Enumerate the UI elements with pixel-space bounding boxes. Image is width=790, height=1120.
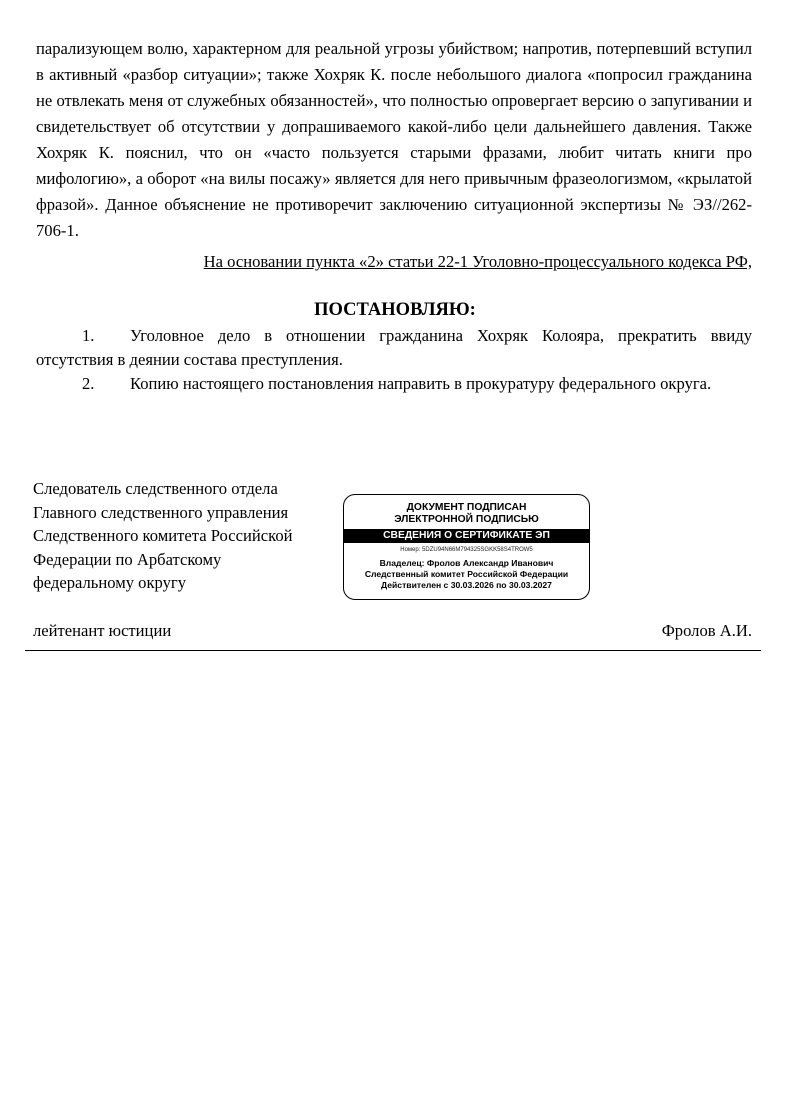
certificate-organization: Следственный комитет Российской Федерации	[364, 569, 569, 579]
body-paragraph: парализующем волю, характерном для реальной угрозы убийством; напротив, потерпевший вступил в активный «разбор ситуации»; также Хохряк К. после небольшого диалога «попросил гражданина не отвлекать меня от служебных обязанностей», что полностью опровергает версию о запугивании и свидетельствует об отсутствии у допрашиваемого какой-либо цели дальнейшего давления. Также Хохряк К. пояснил, что он «часто пользуется старыми фразами, любит читать книги про мифологию», а оборот «на вилы посажу» является для него привычным фразеологизмом, «крылатой фразой». Данное объяснение не противоречит заключению ситуационной экспертизы № ЭЗ//262-706-1.	[36, 39, 752, 240]
certificate-details	[344, 558, 589, 591]
decree-item-1	[36, 324, 752, 372]
signer-position-line: Следственного комитета Российской	[33, 526, 293, 545]
certificate-owner: Владелец: Фролов Александр Иванович	[379, 558, 554, 568]
electronic-signature-stamp	[343, 494, 590, 600]
decree-item-2	[36, 372, 752, 396]
signer-position	[33, 477, 323, 595]
item-text: Уголовное дело в отношении гражданина Хохряк Колояра, прекратить ввиду отсутствия в деянии состава преступления.	[36, 326, 752, 369]
legal-basis: На основании пункта «2» статьи 22-1 Уголовно-процессуального кодекса РФ,	[203, 252, 752, 271]
signer-rank: лейтенант юстиции	[33, 621, 172, 640]
signer-position-line: Главного следственного управления	[33, 502, 289, 522]
signer-position-line: федеральному округу	[33, 573, 187, 592]
signer-name: Фролов А.И.	[661, 621, 752, 640]
certificate-serial: Номер: 5DZU94N66M794325SGKK58S4TROW5	[400, 547, 533, 553]
signer-position-line: Следователь следственного отдела	[33, 479, 278, 498]
stamp-heading-line: ДОКУМЕНТ ПОДПИСАН	[406, 502, 527, 513]
item-text: Копию настоящего постановления направить в прокуратуру федерального округа.	[130, 374, 712, 393]
certificate-validity: Действителен с 30.03.2026 по 30.03.2027	[381, 580, 552, 590]
decree-title: ПОСТАНОВЛЯЮ:	[314, 300, 476, 320]
item-number: 1.	[82, 326, 95, 345]
item-number: 2.	[82, 374, 95, 393]
stamp-heading-line: ЭЛЕКТРОННОЙ ПОДПИСЬЮ	[394, 514, 539, 525]
footer-divider	[25, 650, 761, 651]
stamp-heading	[344, 502, 589, 526]
signer-position-line: Федерации по Арбатскому	[33, 549, 222, 569]
certificate-bar: СВЕДЕНИЯ О СЕРТИФИКАТЕ ЭП	[344, 529, 589, 543]
